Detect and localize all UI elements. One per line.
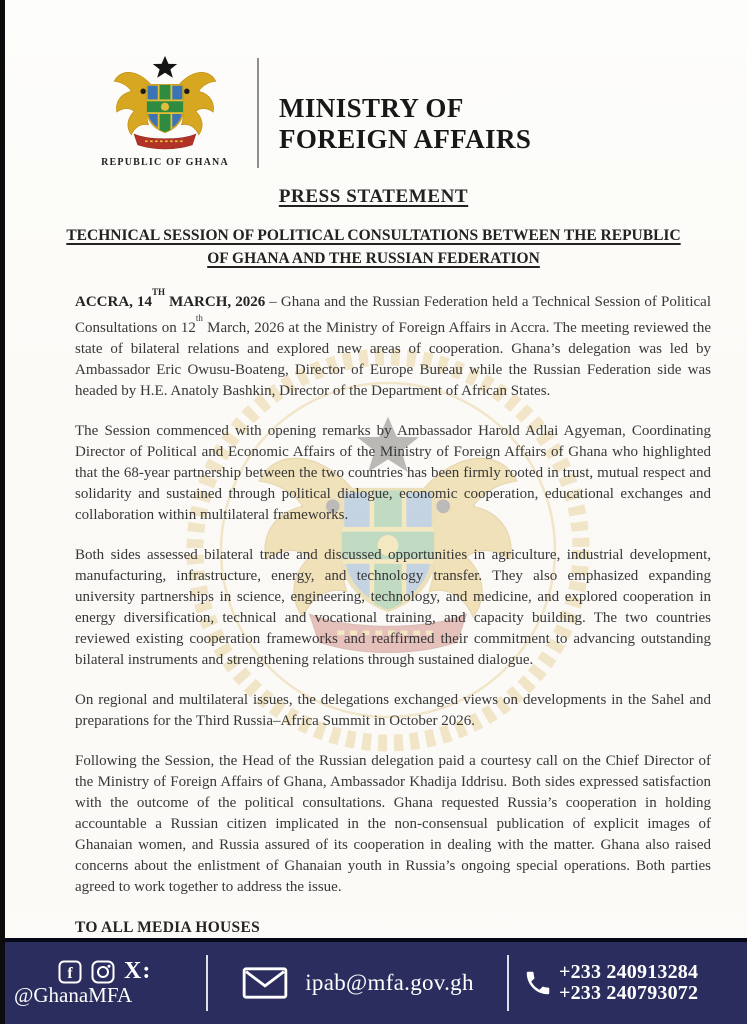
social-handle: @GhanaMFA xyxy=(14,983,133,1007)
subject-heading: TECHNICAL SESSION OF POLITICAL CONSULTATIONS BETWEEN THE REPUBLIC OF GHANA AND THE RUSSIAN FEDERATION xyxy=(66,227,681,268)
x-icon: X: xyxy=(124,958,152,984)
ghana-coat-of-arms-icon xyxy=(106,54,224,154)
statement-paragraph: On regional and multilateral issues, the delegations exchanged views on developments in the Sahel and preparations for the Third Russia–Africa Summit in October 2026. xyxy=(75,691,711,729)
svg-text:f: f xyxy=(67,964,73,982)
statement-paragraph: Both sides assessed bilateral trade and discussed opportunities in agriculture, industrial development, manufacturing, infrastructure, energy, and technology transfer. They also emphasized expanding university partnerships in science, engineering, technology, and medicine, and explored cooperation in energy diversification, technical and vocational training, and capacity building. The two countries reviewed existing cooperation frameworks and reaffirmed their commitment to advancing outstanding bilateral instruments and strengthening relations through sustained dialogue. xyxy=(75,546,711,668)
social-icons-row xyxy=(58,958,206,985)
ministry-title-line1: MINISTRY OF xyxy=(279,93,464,124)
dateline-ordinal: TH xyxy=(151,287,165,297)
press-statement-title: PRESS STATEMENT xyxy=(278,186,469,207)
photo-edge-shadow xyxy=(0,0,5,1024)
social-media-block xyxy=(0,958,206,1008)
dateline-dash: – xyxy=(265,293,281,310)
phone-number-1: +233 240913284 xyxy=(559,961,699,983)
paragraph1-text-b: March, 2026 at the Ministry of Foreign Affairs in Accra. The meeting reviewed the state of bilateral relations and explored new areas of cooperation. Ghana’s delegation was led by Ambassador Eric Owusu-Boateng, Director of Europe Bureau while the Russian Federation side was headed by H.E. Anatoly Bashkin, Director of the Department of African States. xyxy=(75,319,711,399)
statement-body xyxy=(0,271,747,898)
header-divider xyxy=(257,58,259,168)
phone-icon xyxy=(523,968,553,998)
republic-caption: REPUBLIC OF GHANA xyxy=(101,157,229,168)
statement-paragraph: Following the Session, the Head of the Russian delegation paid a courtesy call on the Chief Director of the Ministry of Foreign Affairs of Ghana, Ambassador Khadija Iddrisu. Both sides expressed satisfaction with the outcome of the political consultations. Ghana requested Russia’s cooperation in holding accountable a Russian citizen implicated in the non-consensual publication of explicit images of Ghanaian women, and Russia assured of its cooperation in dealing with the matter. Ghana also raised concerns about the enlistment of Ghanaian youth in Russia’s ongoing special operations. Both parties agreed to work together to address the issue. xyxy=(75,752,711,895)
email-address: ipab@mfa.gov.gh xyxy=(305,970,474,995)
ministry-title-line2: FOREIGN AFFAIRS xyxy=(279,124,532,154)
letterhead xyxy=(0,0,747,168)
facebook-icon xyxy=(58,960,82,984)
instagram-icon xyxy=(91,960,115,984)
dateline-city-date: ACCRA, 14 xyxy=(75,293,152,310)
phone-numbers xyxy=(559,962,698,1004)
contact-footer xyxy=(0,938,747,1024)
envelope-icon xyxy=(241,965,289,1001)
closing-line: TO ALL MEDIA HOUSES xyxy=(75,918,261,936)
statement-paragraph-dateline xyxy=(75,287,711,402)
email-block xyxy=(208,965,507,1001)
dateline-month-year: MARCH, 2026 xyxy=(165,293,266,310)
phone-number-2: +233 240793072 xyxy=(559,982,699,1004)
paragraph1-ordinal: th xyxy=(195,313,203,323)
paragraph1-text-a: Ghana and the Russian Federation held a Technical Session of Political Consultations on 12 xyxy=(75,293,711,336)
coat-of-arms-block xyxy=(95,54,235,168)
ministry-title xyxy=(279,67,531,155)
statement-paragraph: The Session commenced with opening remarks by Ambassador Harold Adlai Agyeman, Coordinating Director of Political and Economic Affairs of the Ministry of Foreign Affairs of Ghana who highlighted that the 68-year partnership between the two countries has been firmly rooted in trust, mutual respect and solidarity and sustained through political dialogue, economic cooperation, educational exchanges and collaboration within multilateral frameworks. xyxy=(75,422,711,523)
phone-block xyxy=(509,962,747,1004)
